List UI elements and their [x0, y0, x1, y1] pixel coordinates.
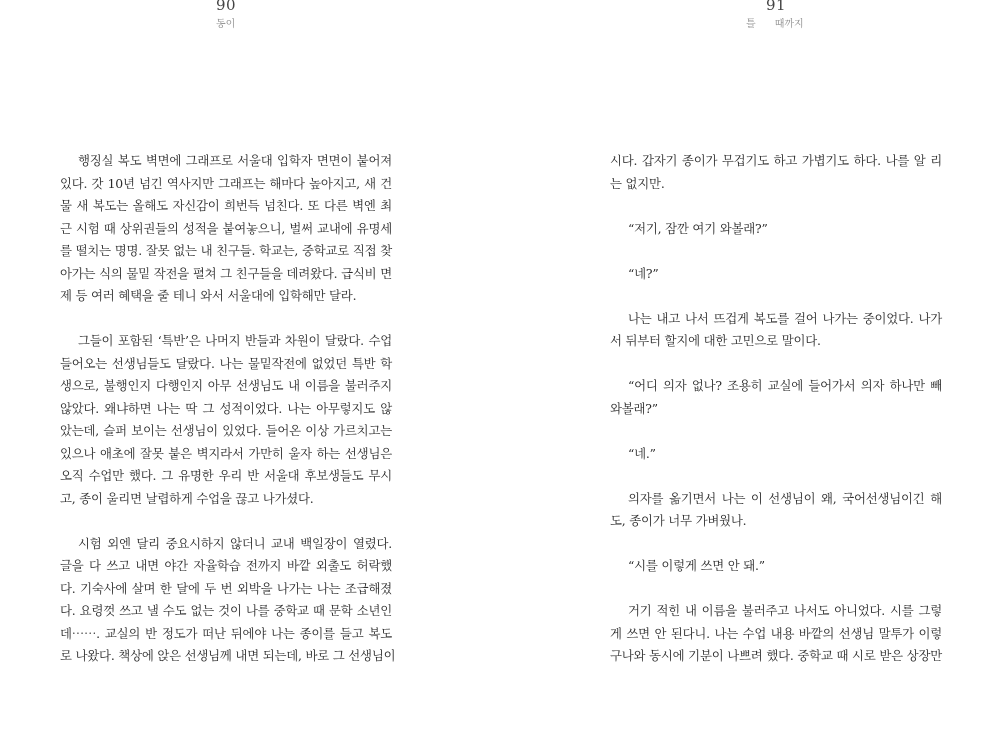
text-line: 나는 내고 나서 뜨겁게 복도를 걸어 나가는 중이었다. 나가 [628, 310, 942, 326]
paragraph [610, 488, 942, 533]
text-line: 아가는 식의 물밑 작전을 펼쳐 그 친구들을 데려왔다. 급식비 면 [60, 265, 392, 281]
text-line: 있다. 갓 10년 넘긴 역사지만 그래프는 해마다 높아지고, 새 건 [60, 175, 392, 191]
right-page [500, 0, 1000, 734]
text-line: “네?” [628, 265, 659, 281]
paragraph [60, 533, 396, 668]
text-line: 고, 종이 울리면 날렵하게 수업을 끊고 나가셨다. [60, 490, 314, 506]
paragraph [60, 330, 392, 510]
text-line: 시다. 갑자기 종이가 무겁기도 하고 가볍기도 하다. 나를 알 리 [610, 153, 942, 168]
left-running-head: 동이 [216, 19, 236, 30]
right-page-number: 91 [766, 0, 787, 14]
text-line: 글을 다 쓰고 내면 야간 자율학습 전까지 바깥 외출도 허락했 [60, 558, 392, 573]
right-body-text [610, 150, 942, 668]
text-line: 와볼래?” [610, 400, 658, 416]
text-line: 근 시험 때 상위권들의 성적을 붙여놓으니, 벌써 교내에 유명세 [60, 220, 392, 236]
text-line: 았는데, 슬퍼 보이는 선생님이 있었다. 들어온 이상 가르치고는 [60, 423, 392, 438]
paragraph [610, 600, 942, 668]
text-line: “저기, 잠깐 여기 와볼래?” [628, 220, 768, 236]
paragraph-gap [610, 533, 942, 556]
text-line: 서 뒤부터 할지에 대한 고민으로 말이다. [610, 333, 821, 348]
text-line: 제 등 여러 혜택을 줄 테니 와서 서울대에 입학해만 달라. [60, 288, 357, 303]
paragraph [610, 308, 942, 353]
text-line: 데⋯⋯. 교실의 반 정도가 떠난 뒤에야 나는 종이를 들고 복도 [60, 625, 392, 641]
text-line: 생으로, 불행인지 다행인지 아무 선생님도 내 이름을 불러주지 [60, 378, 392, 393]
left-page-number: 90 [216, 0, 237, 14]
text-line: 를 떨치는 명명. 잘못 없는 내 친구들. 학교는, 중학교로 직접 찾 [60, 243, 392, 258]
text-line: “네.” [628, 445, 656, 461]
paragraph [60, 150, 392, 308]
paragraph [610, 443, 942, 466]
paragraph-gap [60, 308, 392, 331]
text-line: 구나와 동시에 기분이 나쁘려 했다. 중학교 때 시로 받은 상장만 [610, 648, 942, 663]
text-line: “시를 이렇게 쓰면 안 돼.” [628, 558, 765, 573]
text-line: 의자를 옮기면서 나는 이 선생님이 왜, 국어선생님이긴 해 [628, 490, 942, 506]
text-line: 다. 요령껏 쓰고 낼 수도 없는 것이 나를 중학교 때 문학 소년인 [60, 603, 392, 618]
paragraph [610, 555, 942, 578]
paragraph-gap [610, 578, 942, 601]
text-line: 그들이 포함된 ‘특반’은 나머지 반들과 차원이 달랐다. 수업 [78, 333, 392, 348]
text-line: 시험 외엔 달리 중요시하지 않더니 교내 백일장이 열렸다. [78, 535, 392, 551]
text-line: 있으나 애초에 잘못 붙은 벽지라서 가만히 울자 하는 선생님은 [60, 445, 392, 461]
left-body-text [60, 150, 396, 668]
paragraph-gap [60, 510, 392, 533]
text-line: “어디 의자 없나? 조용히 교실에 들어가서 의자 하나만 빼 [628, 378, 942, 393]
paragraph [610, 218, 942, 241]
paragraph-gap [610, 353, 942, 376]
right-running-head: 틀 때까지 [746, 19, 804, 30]
text-line: 는 없지만. [610, 175, 665, 191]
paragraph-gap [610, 195, 942, 218]
text-line: 도, 종이가 너무 가벼웠나. [610, 513, 747, 528]
text-line: 거기 적힌 내 이름을 불러주고 나서도 아니었다. 시를 그렇 [628, 603, 942, 618]
paragraph [610, 375, 942, 420]
paragraph [610, 263, 942, 286]
paragraph [610, 150, 942, 195]
paragraph-gap [610, 465, 942, 488]
text-line: 행징실 복도 벽면에 그래프로 서울대 입학자 면면이 붙어져 [78, 153, 392, 168]
text-line: 않았다. 왜냐하면 나는 딱 그 성적이었다. 나는 아무렇지도 않 [60, 400, 392, 416]
text-line: 오직 수업만 했다. 그 유명한 우리 반 서울대 후보생들도 무시 [60, 468, 392, 483]
paragraph-gap [610, 420, 942, 443]
text-line: 들어오는 선생님들도 달랐다. 나는 물밑작전에 없었던 특반 학 [60, 355, 392, 371]
paragraph-gap [610, 240, 942, 263]
text-line: 다. 기숙사에 살며 한 달에 두 번 외박을 나가는 나는 조급해졌 [60, 580, 392, 596]
text-line: 로 나왔다. 책상에 앉은 선생님께 내면 되는데, 바로 그 선생님이 [60, 648, 396, 663]
text-line: 게 쓰면 안 된다니. 나는 수업 내용 바깥의 선생님 말투가 이렇 [610, 625, 942, 641]
text-line: 물 새 복도는 올해도 자신감이 희번득 넘친다. 또 다른 벽엔 최 [60, 198, 392, 213]
paragraph-gap [610, 285, 942, 308]
